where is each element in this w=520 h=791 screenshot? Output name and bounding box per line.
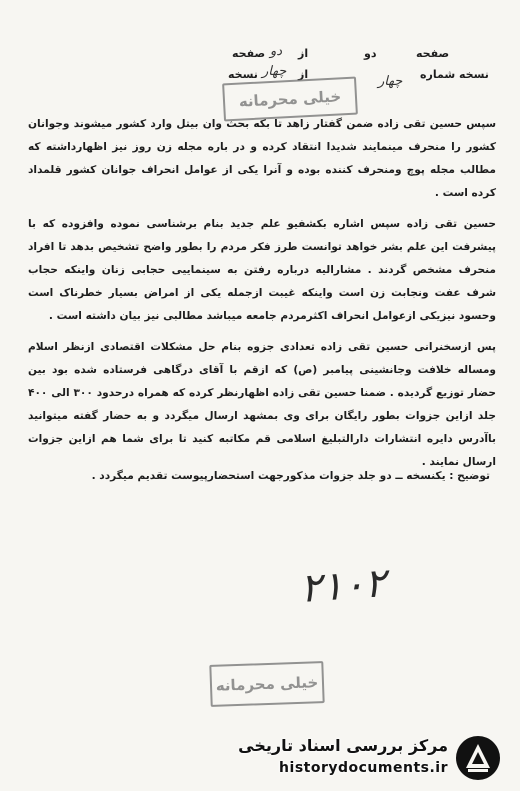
paragraph-2: حسین تقی زاده سپس اشاره بکشفیو علم جدید بنام برشناسی نموده وافزوده که با پیشرفت این علم بشر خواهد توانست طرز فکر مردم را بطور واضح تشخیص بدهد تا افراد منحرف مشخص گردند . مشارالیه درباره رفتن به سینماییی حجابی زنان واینکه حجاب شرف عفت ونجابت زن است واینکه غیبت ازجمله یکی از امراض بسیار خطرناک است وحسود نیزیکی ازعوامل انحراف اکثرمردم جامعه میباشد مطالبی نیز بیان داشته است . [28,218,496,322]
page-from-label: از [298,47,309,60]
page-label: صفحه [416,47,450,60]
page-number-label: دو [364,47,377,60]
page-label-2: صفحه [232,47,266,60]
archive-logo-icon [454,734,502,782]
report-body [28,113,496,482]
paragraph-1: سپس حسین تقی زاده ضمن گفتار زاهد تا بکه بحث وان بیتل وارد کشور میشوند وجوانان کشور را منحرف مینمایند شدیدا انتقاد کرده و در باره مجله زن روز نیز اظهارداشته که مطالب مجله پوچ ومنحرف کننده بوده و آنرا یکی از عوامل انحراف جوانان کشور قلمداد کرده است . [28,118,496,199]
explanation-note: توضیح : یکنسخه ــ دو جلد جزوات مذکورجهت استحضارپیوست تقدیم میگردد . [91,470,490,482]
handwritten-number: ۲۱۰۲ [298,560,388,612]
classification-stamp-bottom [209,661,324,707]
copy-total-handwritten: چهار [262,64,287,79]
copy-of-label: از [298,68,309,81]
stamp-text-top: خیلی محرمانه [238,87,342,111]
archive-title: مرکز بررسی اسناد تاریخی [238,736,448,755]
copy-number-label: نسخه شماره [420,68,489,81]
page-total-handwritten: دو [270,44,283,59]
copy-label: نسخه [228,68,258,81]
stamp-text-bottom: خیلی محرمانه [215,673,319,695]
archive-watermark [230,728,510,788]
archive-url: historydocuments.ir [279,760,448,776]
paragraph-3: پس ازسخنرانی حسین تقی زاده تعدادی جزوه بنام حل مشکلات اقتصادی ازنظر اسلام ومساله خلافت وجانشینی پیامبر (ص) که ازقم با آقای درگاهی فرستاده شده بود بین حضار توزیع گردیده . ضمنا حسین تقی زاده اظهارنظر کرده که همراه درحدود ۳۰۰ الی ۴۰۰ جلد ازاین جزوات بطور رایگان برای وی بمشهد ارسال میگردد و به حضار گفته میتوانید باآدرس دایره انتشارات دارالتبلیغ اسلامی قم مکاتبه کنید تا برای شما هم ازاین جزوات ارسال نمایند . [28,341,496,468]
copy-number-handwritten: چهار [378,74,403,89]
